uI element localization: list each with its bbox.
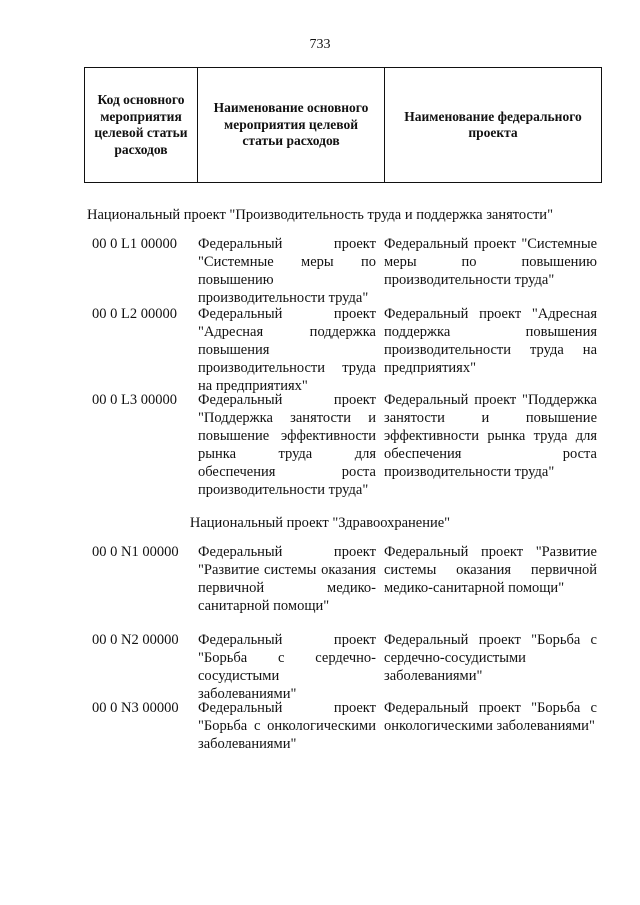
row-project: Федеральный проект "Адресная поддержка повышения производительности труда на предприятиях" <box>384 306 597 376</box>
row-activity: Федеральный проект "Поддержка занятости и повышение эффективности рынка труда для обеспечения роста производительности труда" <box>198 392 376 498</box>
header-code-column: Код основного мероприятия целевой статьи расходов <box>85 68 198 183</box>
section-title: Национальный проект "Здравоохранение" <box>189 515 451 531</box>
row-activity: Федеральный проект "Адресная поддержка повышения производительности труда на предприятиях" <box>198 306 376 394</box>
row-project: Федеральный проект "Поддержка занятости и повышение эффективности рынка труда для обеспечения роста производительности труда" <box>384 392 597 480</box>
row-project: Федеральный проект "Борьба с онкологическими заболеваниями" <box>384 700 597 734</box>
section-title: Национальный проект "Производительность труда и поддержка занятости" <box>87 207 553 223</box>
header-row <box>85 68 602 183</box>
row-code: 00 0 L1 00000 <box>92 236 177 252</box>
row-code: 00 0 N2 00000 <box>92 632 179 648</box>
row-code: 00 0 L2 00000 <box>92 306 177 322</box>
row-activity: Федеральный проект "Развитие системы оказания первичной медико-санитарной помощи" <box>198 544 376 614</box>
header-activity-column: Наименование основного мероприятия целевой статьи расходов <box>198 68 385 183</box>
row-activity: Федеральный проект "Системные меры по повышению производительности труда" <box>198 236 376 306</box>
row-project: Федеральный проект "Системные меры по повышению производительности труда" <box>384 236 597 288</box>
row-project: Федеральный проект "Развитие системы оказания первичной медико-санитарной помощи" <box>384 544 597 596</box>
row-code: 00 0 N3 00000 <box>92 700 179 716</box>
header-project-column: Наименование федерального проекта <box>385 68 602 183</box>
row-project: Федеральный проект "Борьба с сердечно-сосудистыми заболеваниями" <box>384 632 597 684</box>
row-activity: Федеральный проект "Борьба с онкологическими заболеваниями" <box>198 700 376 752</box>
page-number: 733 <box>309 37 331 52</box>
header-table <box>84 67 602 183</box>
row-code: 00 0 L3 00000 <box>92 392 177 408</box>
row-code: 00 0 N1 00000 <box>92 544 179 560</box>
row-activity: Федеральный проект "Борьба с сердечно-сосудистыми заболеваниями" <box>198 632 376 702</box>
